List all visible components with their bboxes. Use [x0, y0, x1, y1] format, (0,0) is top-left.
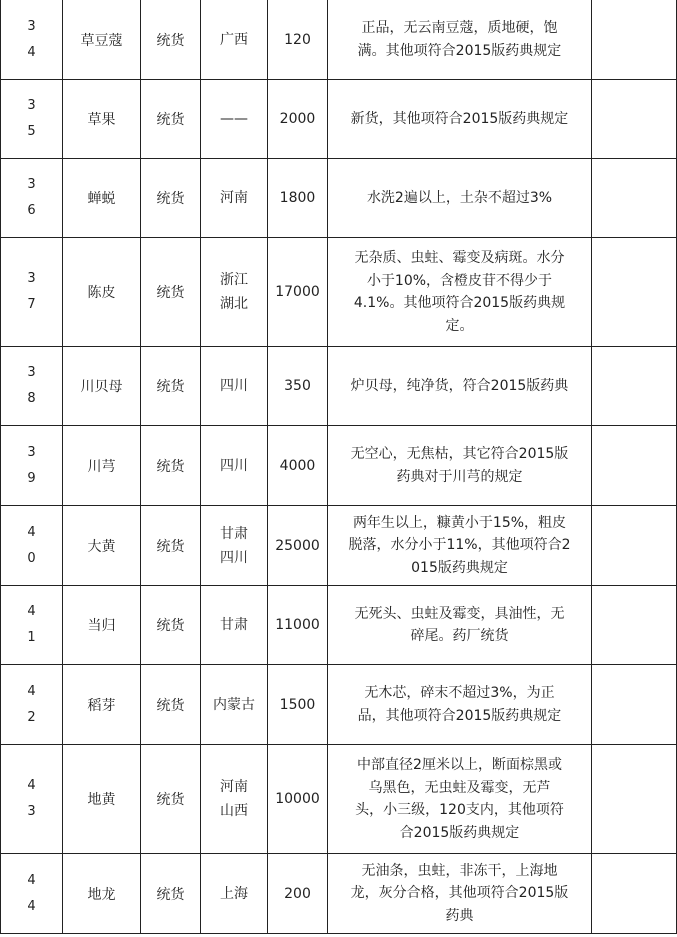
herb-quantity: 2000	[268, 80, 328, 159]
herb-quantity: 25000	[268, 506, 328, 586]
row-number-digit: 0	[27, 550, 36, 566]
empty-cell	[592, 665, 677, 745]
herb-name: 地黄	[63, 745, 141, 854]
herb-origin	[201, 159, 268, 238]
row-number-digit: 5	[27, 124, 36, 139]
herb-quantity: 17000	[268, 238, 328, 347]
origin-line: 浙江	[220, 272, 248, 288]
requirement-line: 定。	[445, 317, 474, 334]
herb-origin	[201, 854, 268, 934]
row-number	[1, 854, 63, 934]
origin-line: 上海	[220, 885, 248, 902]
table-row	[1, 347, 677, 426]
herb-name: 稻芽	[63, 665, 141, 745]
herb-name: 陈皮	[63, 238, 141, 347]
herb-grade: 统货	[141, 854, 201, 934]
requirement-line: 015版药典规定	[411, 559, 508, 576]
herb-name: 地龙	[63, 854, 141, 934]
herb-origin	[201, 745, 268, 854]
row-number	[1, 745, 63, 854]
herb-quality-requirement	[328, 745, 592, 854]
herb-quality-requirement	[328, 426, 592, 506]
herb-quantity: 1800	[268, 159, 328, 238]
herb-quality-requirement	[328, 238, 592, 347]
row-number	[1, 506, 63, 586]
requirement-line: 满。其他项符合2015版药典规定	[357, 42, 562, 59]
row-number-digit: 3	[27, 444, 36, 460]
requirement-line: 4.1%。其他项符合2015版药典规	[353, 295, 566, 311]
herb-quantity: 4000	[268, 426, 328, 506]
herb-name: 川贝母	[63, 347, 141, 426]
origin-line: 甘肃	[220, 617, 248, 633]
requirement-line: 小于10%，含橙皮苷不得少于	[366, 272, 553, 289]
herb-origin	[201, 347, 268, 426]
row-number-digit: 4	[27, 872, 36, 888]
table-row	[1, 238, 677, 347]
requirement-line: 品，其他项符合2015版药典规定	[357, 707, 562, 724]
origin-line: 山西	[220, 803, 248, 819]
table-row	[1, 0, 677, 80]
herb-origin	[201, 80, 268, 159]
requirement-line: 药典对于川芎的规定	[396, 468, 523, 485]
herb-quality-requirement	[328, 586, 592, 665]
herb-quality-requirement	[328, 506, 592, 586]
row-number	[1, 238, 63, 347]
table-row	[1, 745, 677, 854]
herb-quality-requirement	[328, 159, 592, 238]
herb-quantity: 11000	[268, 586, 328, 665]
herb-grade: 统货	[141, 159, 201, 238]
row-number	[1, 80, 63, 159]
herb-name: 草果	[63, 80, 141, 159]
herb-grade: 统货	[141, 745, 201, 854]
herb-name: 川芎	[63, 426, 141, 506]
row-number	[1, 347, 63, 426]
table-row	[1, 159, 677, 238]
table-row	[1, 506, 677, 586]
herb-origin	[201, 586, 268, 665]
herb-name: 蝉蜕	[63, 159, 141, 238]
row-number-digit: 4	[27, 44, 36, 60]
herb-quantity: 1500	[268, 665, 328, 745]
herb-grade: 统货	[141, 347, 201, 426]
row-number-digit: 9	[27, 470, 36, 486]
row-number-digit: 1	[27, 630, 36, 645]
requirement-line: 两年生以上，糠黄小于15%，粗皮	[352, 514, 567, 531]
empty-cell	[592, 347, 677, 426]
origin-line: 湖北	[220, 296, 248, 312]
herb-grade: 统货	[141, 665, 201, 745]
table-row	[1, 426, 677, 506]
origin-line: ——	[220, 111, 248, 127]
row-number-digit: 4	[27, 898, 36, 914]
empty-cell	[592, 0, 677, 80]
requirement-line: 炉贝母，纯净货，符合2015版药典	[350, 377, 569, 394]
empty-cell	[592, 426, 677, 506]
requirement-line: 无油条，虫蛀，非冻干，上海地	[361, 862, 558, 879]
empty-cell	[592, 506, 677, 586]
table-row	[1, 665, 677, 745]
row-number	[1, 665, 63, 745]
origin-line: 四川	[220, 549, 248, 566]
herb-quantity: 10000	[268, 745, 328, 854]
requirement-line: 无死头、虫蛀及霉变，具油性，无	[354, 605, 565, 622]
row-number-digit: 6	[27, 203, 36, 218]
herb-grade: 统货	[141, 506, 201, 586]
empty-cell	[592, 745, 677, 854]
row-number-digit: 8	[27, 391, 36, 406]
table-row	[1, 854, 677, 934]
row-number-digit: 3	[27, 804, 36, 819]
requirement-line: 无木芯，碎末不超过3%，为正	[364, 685, 555, 701]
origin-line: 河南	[220, 190, 248, 206]
origin-line: 广西	[220, 31, 248, 48]
requirement-line: 水洗2遍以上，土杂不超过3%	[366, 189, 553, 206]
herb-quantity: 200	[268, 854, 328, 934]
row-number	[1, 586, 63, 665]
row-number-digit: 7	[27, 297, 36, 312]
herb-quality-requirement	[328, 0, 592, 80]
herb-grade: 统货	[141, 0, 201, 80]
herb-grade: 统货	[141, 586, 201, 665]
empty-cell	[592, 80, 677, 159]
herb-origin	[201, 238, 268, 347]
row-number-digit: 3	[27, 271, 36, 286]
row-number-digit: 3	[27, 18, 36, 34]
herb-quantity: 350	[268, 347, 328, 426]
herb-origin	[201, 426, 268, 506]
herb-quality-requirement	[328, 80, 592, 159]
origin-line: 内蒙古	[213, 696, 255, 713]
herb-quality-requirement	[328, 347, 592, 426]
requirement-line: 合2015版药典规定	[399, 824, 520, 841]
origin-line: 甘肃	[220, 525, 248, 542]
requirement-line: 乌黑色，无虫蛀及霉变，无芦	[368, 779, 551, 796]
row-number	[1, 159, 63, 238]
requirement-line: 药典	[445, 907, 474, 924]
requirement-line: 无空心，无焦枯，其它符合2015版	[350, 446, 569, 462]
table-body	[1, 0, 677, 934]
row-number-digit: 2	[27, 709, 36, 725]
herb-grade: 统货	[141, 426, 201, 506]
table-row	[1, 586, 677, 665]
herb-quality-requirement	[328, 665, 592, 745]
requirement-line: 碎尾。药厂统货	[410, 628, 509, 644]
herb-grade: 统货	[141, 80, 201, 159]
row-number-digit: 3	[27, 365, 36, 380]
herb-name: 草豆蔻	[63, 0, 141, 80]
row-number-digit: 3	[27, 177, 36, 192]
row-number-digit: 4	[27, 524, 36, 540]
row-number	[1, 426, 63, 506]
table-row	[1, 80, 677, 159]
empty-cell	[592, 238, 677, 347]
row-number-digit: 3	[27, 98, 36, 113]
requirement-line: 无杂质、虫蛀、霉变及病斑。水分	[354, 250, 565, 266]
herb-name: 大黄	[63, 506, 141, 586]
requirement-line: 新货，其他项符合2015版药典规定	[350, 110, 569, 127]
requirement-line: 头，小三级，120支内，其他项符	[355, 802, 564, 818]
herb-quality-requirement	[328, 854, 592, 934]
empty-cell	[592, 854, 677, 934]
row-number-digit: 4	[27, 778, 36, 793]
origin-line: 四川	[220, 457, 248, 474]
row-number	[1, 0, 63, 80]
row-number-digit: 4	[27, 604, 36, 619]
herb-origin	[201, 665, 268, 745]
herb-grade: 统货	[141, 238, 201, 347]
origin-line: 河南	[220, 779, 248, 795]
herb-name: 当归	[63, 586, 141, 665]
row-number-digit: 4	[27, 683, 36, 699]
herb-quantity: 120	[268, 0, 328, 80]
herb-origin	[201, 0, 268, 80]
empty-cell	[592, 586, 677, 665]
origin-line: 四川	[220, 378, 248, 394]
requirement-line: 正品，无云南豆蔻，质地硬，饱	[361, 20, 558, 36]
empty-cell	[592, 159, 677, 238]
herb-origin	[201, 506, 268, 586]
requirement-line: 中部直径2厘米以上，断面棕黑或	[357, 757, 562, 773]
requirement-line: 脱落，水分小于11%，其他项符合2	[348, 537, 571, 554]
requirement-line: 龙，灰分合格，其他项符合2015版	[350, 885, 569, 902]
